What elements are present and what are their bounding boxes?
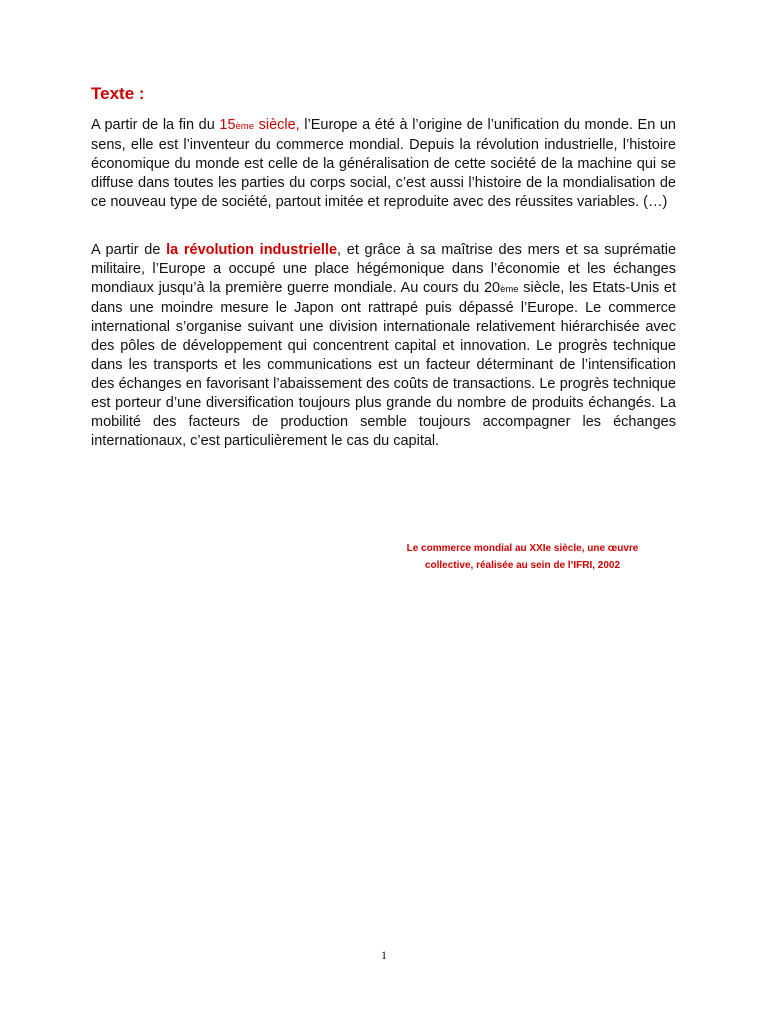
source-line-2: collective, réalisée au sein de l’IFRI, 2002 <box>424 560 621 571</box>
section-heading: Texte : <box>91 84 145 103</box>
paragraph-2 <box>91 241 676 451</box>
century-suffix-2: ème <box>500 284 519 295</box>
source-line-1: Le commerce mondial au XXIe siècle, une œuvre <box>406 543 639 554</box>
highlight-industrial-revolution: la révolution industrielle <box>166 242 338 258</box>
page-number: 1 <box>381 948 387 962</box>
source-citation <box>395 540 650 574</box>
century-word: siècle, <box>254 117 300 133</box>
paragraph-1 <box>91 116 676 212</box>
paragraph-1-text-b: l’Europe a été à l’origine de l’unification du monde. En un sens, elle est l’inventeur du commerce mondial. Depuis la révolution industrielle, l’histoire économique du monde est celle de la généralisation de cette société de la machine qui se diffuse dans toutes les parties du corps social, c’est aussi l’histoire de la mondialisation de ce nouveau type de société, partout imitée et reproduite avec des réussites variables. (…) <box>91 117 676 210</box>
paragraph-2-text-a: A partir de <box>91 242 167 258</box>
paragraph-2-text-b: , et grâce à sa maîtrise des mers et sa suprématie militaire, l’Europe a occupé une place hégémonique dans l’économie et les échanges mondiaux jusqu’à la première guerre mondiale. Au cours du 20 <box>91 242 677 296</box>
century-number: 15 <box>219 117 236 133</box>
paragraph-2-text-c: siècle, les Etats-Unis et dans une moindre mesure le Japon ont rattrapé puis dépassé l’Europe. Le commerce international s’organise suivant une division internationale relativement hiérarchisée avec des pôles de développement qui concentrent capital et innovation. Le progrès technique dans les transports et les communications est un facteur déterminant de l’intensification des échanges en favorisant l’abaissement des coûts de transactions. Le progrès technique est porteur d’une diversification toujours plus grande du nombre de produits échangés. La mobilité des facteurs de production semble toujours accompagner les échanges internationaux, c’est particulièrement le cas du capital. <box>91 280 676 449</box>
century-suffix: ème <box>235 121 254 132</box>
paragraph-1-text-a: A partir de la fin du <box>91 117 220 133</box>
